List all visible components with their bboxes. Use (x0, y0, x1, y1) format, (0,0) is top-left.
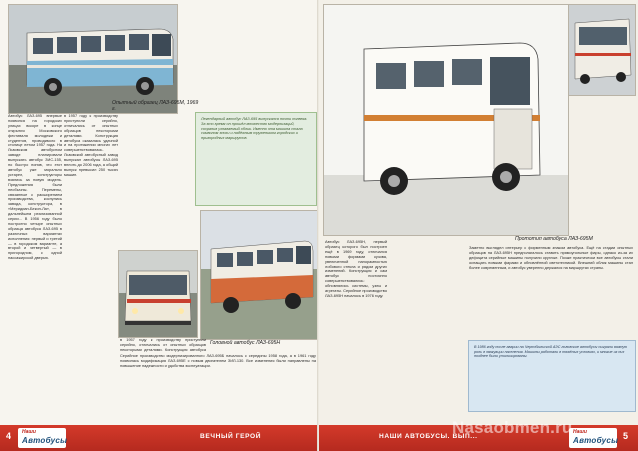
highlight-text: В 1986 году после аварии на Чернобыльской АЭС львовские автобусы сыграли важную роль в эвакуации населения. Машины работали в тяжёлых условиях, и многие из них позднее были утилизированы. (474, 345, 627, 359)
right-logo-line1: Наши (573, 429, 587, 435)
site-watermark: Nasaobmen.ru (452, 418, 573, 437)
bus-three-quarter-illustration (201, 211, 319, 339)
left-logo (18, 428, 66, 448)
left-logo-line1: Наши (22, 429, 36, 435)
sidebar-quote-text: Легендарный автобус ЛАЗ-695 выпускался почти полвека. За это время он прошёл множество модернизаций, сохранив узнаваемый облик. Именно эта машина стала символом эпохи и надёжным тружеником городских и пригородных маршрутов. (201, 117, 308, 141)
left-logo-line2: Автобусы (22, 436, 68, 445)
photo-bus-three-quarter (200, 210, 319, 340)
left-text-bottom: Серийное производство модернизированного ЛАЗ-695Б началось с середины 1958 года, а в 1961 году появилась модификация ЛАЗ-695Е с новым двигателем ЗИЛ-130. Все изменения были направлены на повышение надежности и удобства эксплуатации. (120, 354, 316, 368)
highlight-box (468, 340, 636, 412)
photo-bus-front (118, 250, 198, 338)
left-text-column-2: в 1957 году к производству приступили серийно, отличались от опытных образцов некоторыми деталями. Конструкция автобуса оказалась удачной и на протяжении многих лет совершенствовалась. Львовский автобусный завод выпускал автобусы ЛАЗ-695 вплоть до 2006 года, а общий выпуск превысил 250 тысяч машин. (64, 114, 118, 177)
photo-bus-side (8, 4, 178, 114)
bus-small-illustration (569, 5, 635, 95)
right-logo-line2: Автобусы (573, 436, 619, 445)
left-text-column-1: Автобус ЛАЗ-695 впервые появился на городских улицах вскоре в конце открытия Московского фестиваля молодежи и студентов, проводимого в столице летом 1957 года. На Львовском автобусном заводе планировали выпускать автобус ЗИС-155, но быстро поняв, что этот автобус уже морально устарел, конструкторы взялись за новую модель. Предложения были необычны. Перемены, связанные с расширением производства, коснулись завода, конструктора, в «Меридиан-Бекон-Ла», в дальнейшем реализованной серии... В 1956 году было построено четыре опытных образца автобуса ЛАЗ-695 в различных вариантах исполнения: первый и третий — в городском варианте, а второй и четвертый — в пригородном, с одной пассажирской дверью. (8, 114, 62, 261)
bus-front-illustration (119, 251, 197, 337)
left-footer (0, 425, 319, 451)
photo-bus-prototype (323, 4, 569, 236)
right-text-column-3: Заметно выглядел интерьер с фирменным знаком автобуса. Ещё на стадии опытных образцов на ЛАЗ-695Н предполагалось ставить прямоугольные фары, однако из-за их дефицита серийные машины получили круглые. Позже практически все автобусы стали оснащать новыми фарами и обновлённой светотехникой. Внешний облик машины стал более современным, и автобус уверенно держался на маршрутах страны. (469, 246, 633, 270)
bus-prototype-illustration (324, 5, 568, 235)
right-footer-label: НАШИ АВТОБУСЫ. ВЫП... (379, 433, 478, 440)
right-page-number: 5 (623, 431, 629, 441)
caption-top: Опытный образец ЛАЗ-695М, 1969 г. (112, 100, 199, 113)
right-logo (569, 428, 617, 448)
caption-bottom: Головной автобус ЛАЗ-695Н (210, 340, 281, 346)
left-footer-label: ВЕЧНЫЙ ГЕРОЙ (200, 433, 262, 440)
left-page-number: 4 (6, 431, 12, 441)
caption-right: Прототип автобуса ЛАЗ-695М (515, 236, 593, 242)
left-text-mid: в 1957 году к производству приступили серийно, отличались от опытных образцов некоторыми деталями. Конструкция автобуса (120, 338, 206, 352)
photo-bus-small (568, 4, 636, 96)
right-text-column-2: Автобус ЛАЗ-695Н, первый образец которого был построен ещё в 1969 году, отличался новыми формами кузова, увеличенной панорамностью лобового стекла и рядом других изменений. Конструкция и сам автобус постоянно совершенствовались: обновлялись системы, узлы и агрегаты. Серийное производство ЛАЗ-695Н началось в 1976 году. (325, 240, 387, 298)
sidebar-quote-box (195, 112, 317, 206)
bus-side-illustration (9, 5, 177, 113)
